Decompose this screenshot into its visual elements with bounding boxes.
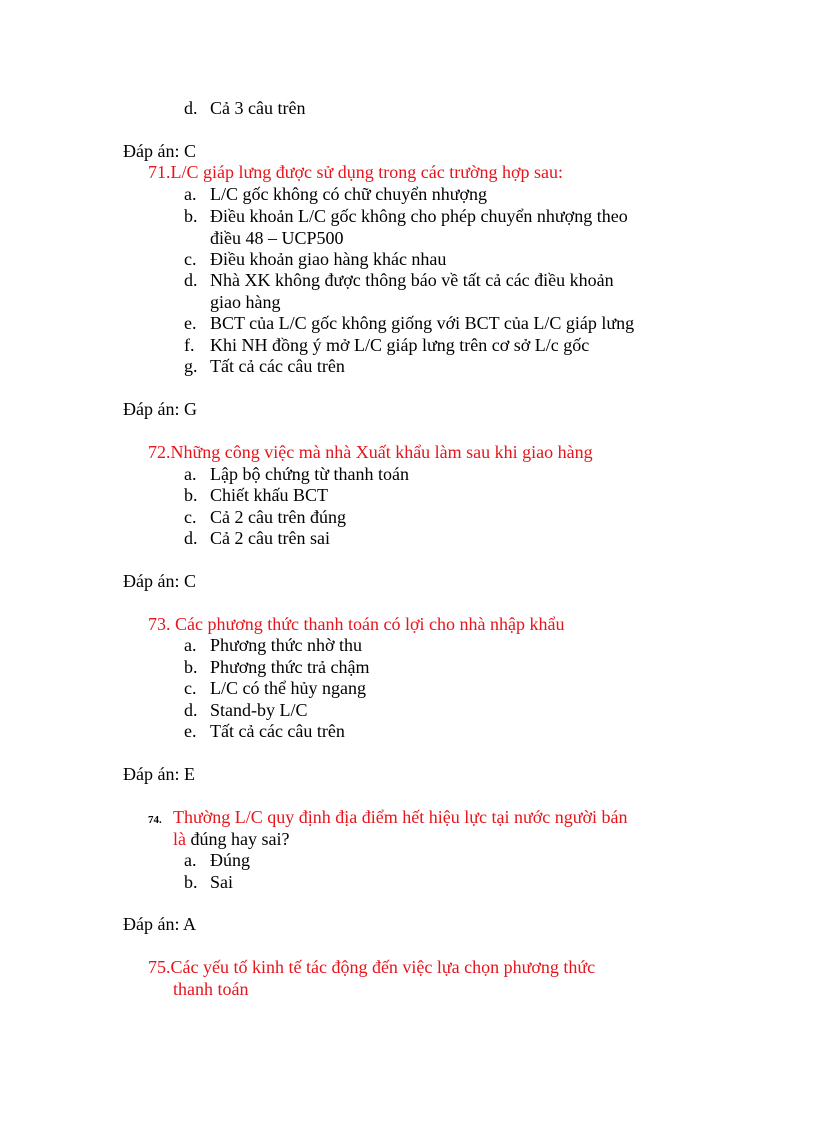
q73-option-d: d. Stand-by L/C <box>184 700 308 720</box>
question-71-title: 71.L/C giáp lưng được sử dụng trong các trường hợp sau: <box>148 162 564 182</box>
answer-71: Đáp án: G <box>123 399 197 419</box>
q74-option-a: a. Đúng <box>184 850 250 870</box>
answer-73: Đáp án: E <box>123 764 195 784</box>
q71-option-e: e. BCT của L/C gốc không giống với BCT của L/C giáp lưng <box>184 313 635 333</box>
q71-option-b-continued: điều 48 – UCP500 <box>210 228 344 248</box>
q71-option-a: a. L/C gốc không có chữ chuyển nhượng <box>184 184 487 204</box>
q73-option-a: a. Phương thức nhờ thu <box>184 635 363 655</box>
question-75-title: 75.Các yếu tố kinh tế tác động đến việc lựa chọn phương thức <box>148 957 596 977</box>
answer-72: Đáp án: C <box>123 571 196 591</box>
q72-option-d: d. Cả 2 câu trên sai <box>184 528 330 548</box>
q71-option-g: g. Tất cả các câu trên <box>184 356 345 376</box>
q71-option-c: c. Điều khoản giao hàng khác nhau <box>184 249 447 269</box>
q74-option-b: b. Sai <box>184 872 234 892</box>
q72-option-a: a. Lập bộ chứng từ thanh toán <box>184 464 409 484</box>
question-74-number: 74. <box>148 814 162 826</box>
q71-option-b: b. Điều khoản L/C gốc không cho phép chuyển nhượng theo <box>184 206 628 226</box>
q72-option-b: b. Chiết khấu BCT <box>184 485 328 505</box>
question-75-title-continued: thanh toán <box>173 979 249 999</box>
answer-74: Đáp án: A <box>123 914 196 934</box>
answer-70: Đáp án: C <box>123 141 196 161</box>
option-d: d. Cả 3 câu trên <box>184 98 306 118</box>
q72-option-c: c. Cả 2 câu trên đúng <box>184 507 346 527</box>
q73-option-e: e. Tất cả các câu trên <box>184 721 345 741</box>
q71-option-f: f. Khi NH đồng ý mở L/C giáp lưng trên cơ sở L/c gốc <box>184 335 590 355</box>
q71-option-d-continued: giao hàng <box>210 292 281 312</box>
question-74-title: 74. Thường L/C quy định địa điểm hết hiệu lực tại nước người bán <box>148 806 628 831</box>
question-74-title-continued: là đúng hay sai? <box>173 829 290 849</box>
q73-option-b: b. Phương thức trả chậm <box>184 657 370 677</box>
q73-option-c: c. L/C có thể hủy ngang <box>184 678 366 698</box>
question-72-title: 72.Những công việc mà nhà Xuất khẩu làm sau khi giao hàng <box>148 442 593 462</box>
question-73-title: 73. Các phương thức thanh toán có lợi cho nhà nhập khẩu <box>148 614 565 634</box>
q71-option-d: d. Nhà XK không được thông báo về tất cả các điều khoản <box>184 270 614 290</box>
